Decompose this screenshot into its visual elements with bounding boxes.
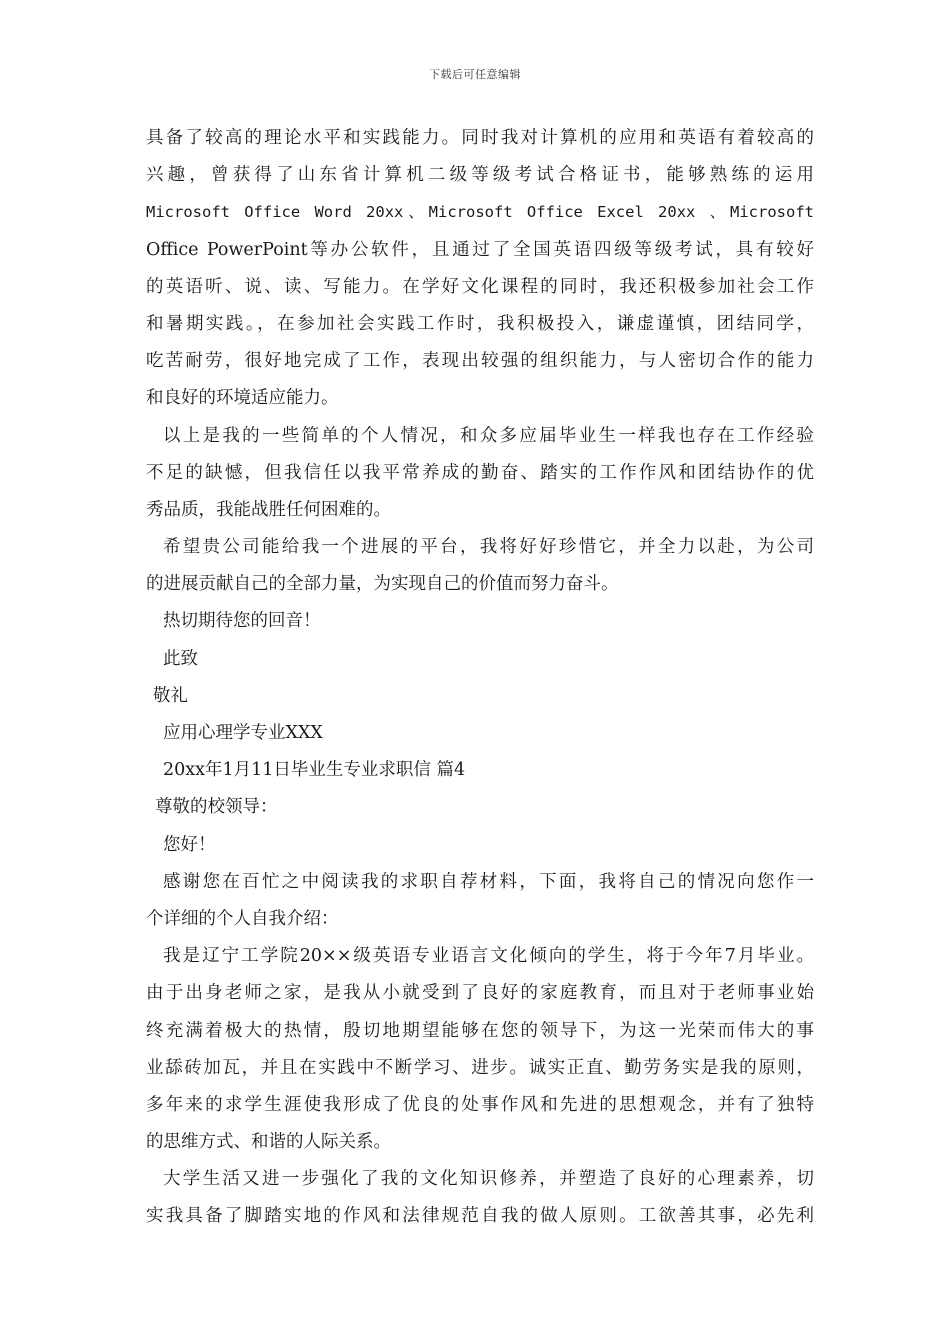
text-line: Microsoft Office Word 20xx、Microsoft Office Excel 20xx 、Microsoft (146, 203, 814, 222)
paragraph-start: 大学生活又进一步强化了我的文化知识修养，并塑造了良好的心理素养，切 (163, 1169, 814, 1190)
paragraph-start: 感谢您在百忙之中阅读我的求职自荐材料，下面，我将自己的情况向您作一 (163, 871, 814, 892)
document-body (146, 120, 814, 1236)
header-note: 下载后可任意编辑 (429, 68, 521, 81)
salutation-jingli: 敬礼 (153, 685, 188, 706)
date-title-line: 20xx年1月11日毕业生专业求职信 篇4 (163, 760, 466, 781)
text-line: Office PowerPoint等办公软件，且通过了全国英语四级等级考试，具有较好 (146, 239, 814, 260)
text-line: 的思维方式、和谐的人际关系。 (146, 1132, 391, 1153)
signature: 应用心理学专业XXX (163, 723, 323, 743)
text-line: 的英语听、说、读、写能力。在学好文化课程的同时，我还积极参加社会工作 (146, 276, 814, 297)
text-line: 个详细的个人自我介绍： (146, 908, 339, 929)
greeting-hello: 您好！ (163, 834, 216, 855)
paragraph-start: 以上是我的一些简单的个人情况，和众多应届毕业生一样我也存在工作经验 (163, 425, 814, 446)
text-line: 终充满着极大的热情，殷切地期望能够在您的领导下，为这一光荣而伟大的事 (146, 1020, 814, 1041)
text-line: 兴趣，曾获得了山东省计算机二级等级考试合格证书，能够熟练的运用 (146, 165, 814, 186)
paragraph-start: 我是辽宁工学院20××级英语专业语言文化倾向的学生，将于今年7月毕业。 (163, 946, 814, 967)
text-line: 秀品质，我能战胜任何困难的。 (146, 499, 391, 520)
paragraph-start: 希望贵公司能给我一个进展的平台，我将好好珍惜它，并全力以赴，为公司 (163, 537, 814, 558)
text-line: 和暑期实践。，在参加社会实践工作时，我积极投入，谦虚谨慎，团结同学， (146, 313, 814, 334)
text-line: 具备了较高的理论水平和实践能力。同时我对计算机的应用和英语有着较高的 (146, 128, 814, 148)
text-line: 业舔砖加瓦，并且在实践中不断学习、进步。诚实正直、勤劳务实是我的原则， (146, 1057, 814, 1078)
text-line: 实我具备了脚踏实地的作风和法律规范自我的做人原则。工欲善其事，必先利 (146, 1206, 814, 1227)
salutation-cizhi: 此致 (163, 648, 198, 669)
text-line: 和良好的环境适应能力。 (146, 388, 339, 409)
greeting-recipient: 尊敬的校领导： (155, 797, 278, 818)
text-line: 不足的缺憾，但我信任以我平常养成的勤奋、踏实的工作作风和团结协作的优 (146, 462, 814, 483)
text-line: 的进展贡献自己的全部力量，为实现自己的价值而努力奋斗。 (146, 574, 619, 595)
closing-line: 热切期待您的回音！ (163, 611, 321, 632)
text-line: 多年来的求学生涯使我形成了优良的处事作风和先进的思想观念，并有了独特 (146, 1094, 814, 1115)
text-line: 由于出身老师之家，是我从小就受到了良好的家庭教育，而且对于老师事业始 (146, 983, 814, 1004)
text-line: 吃苦耐劳，很好地完成了工作，表现出较强的组织能力，与人密切合作的能力 (146, 351, 814, 372)
